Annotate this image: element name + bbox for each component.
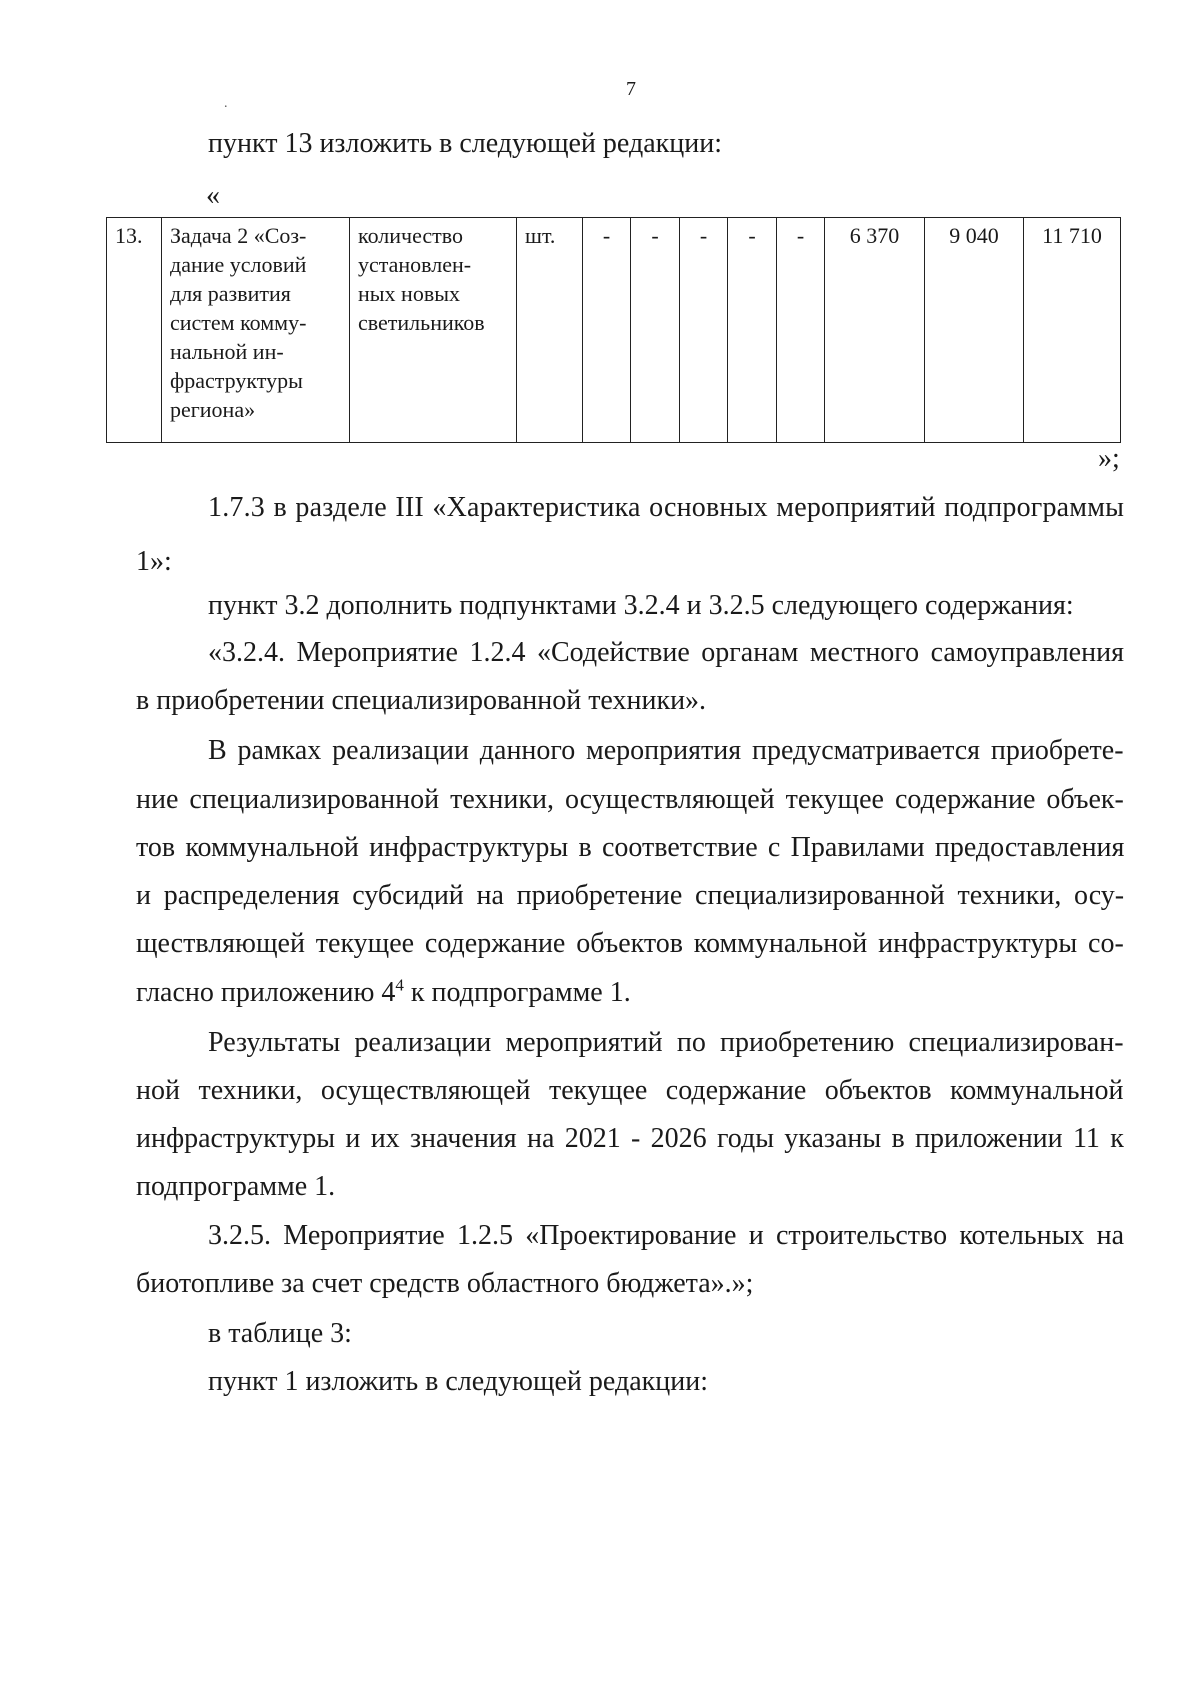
para-frame-text: гласно приложению 4 [136, 977, 396, 1008]
para-frame-line: В рамках реализации данного мероприятия предусматривается приобрете- [208, 735, 1124, 766]
table-row [107, 218, 1121, 443]
task-line: для развития [170, 281, 291, 306]
close-quote: »; [1098, 443, 1120, 474]
page-number: 7 [626, 78, 636, 100]
para-add-subitems: пункт 3.2 дополнить подпунктами 3.2.4 и 3.2.5 следующего содержания: [208, 590, 1074, 621]
para-324-line-1: «3.2.4. Мероприятие 1.2.4 «Содействие органам местного самоуправления [208, 637, 1124, 668]
indicator-line: светильников [358, 310, 485, 335]
year-value-dash: - [631, 218, 680, 443]
year-value-dash: - [777, 218, 825, 443]
task-line: Задача 2 «Соз- [170, 223, 307, 248]
year-value-dash: - [680, 218, 728, 443]
superscript: 4 [395, 975, 404, 995]
task-line: региона» [170, 397, 256, 422]
task-cell [162, 218, 350, 443]
para-324-line-2: в приобретении специализированной техники». [136, 685, 707, 716]
task-line: нальной ин- [170, 339, 284, 364]
para-325-line-2: биотопливе за счет средств областного бюджета».»; [136, 1268, 754, 1299]
heading-line-2: 1»: [136, 546, 172, 577]
para-results-line: подпрограмме 1. [136, 1171, 336, 1202]
year-value-dash: - [583, 218, 631, 443]
year-value: 6 370 [825, 218, 925, 443]
para-frame-line: ние специализированной техники, осуществляющей текущее содержание объек- [136, 784, 1124, 815]
year-value-dash: - [728, 218, 777, 443]
indicator-line: установлен- [358, 252, 472, 277]
open-quote: « [206, 180, 220, 211]
para-frame-line: тов коммунальной инфраструктуры в соответствие с Правилами предоставления [136, 832, 1125, 863]
para-frame-line: и распределения субсидий на приобретение специализированной техники, осу- [136, 880, 1125, 911]
indicator-line: ных новых [358, 281, 460, 306]
indicator-line: количество [358, 223, 464, 248]
para-results-line: ной техники, осуществляющей текущее содержание объектов коммунальной [136, 1075, 1124, 1106]
heading-line-1: 1.7.3 в разделе III «Характеристика основных мероприятий подпрограммы [208, 492, 1125, 523]
task-line: дание условий [170, 252, 307, 277]
para-results-line: Результаты реализации мероприятий по приобретению специализирован- [208, 1027, 1124, 1058]
year-value: 9 040 [925, 218, 1024, 443]
scan-speck: . [224, 96, 228, 111]
task-line: систем комму- [170, 310, 307, 335]
indicator-table [106, 217, 1120, 443]
para-frame-line-6 [136, 977, 631, 1009]
para-325-line-1: 3.2.5. Мероприятие 1.2.5 «Проектирование и строительство котельных на [208, 1220, 1125, 1251]
para-frame-text: к подпрограмме 1. [403, 977, 631, 1008]
para-frame-line: ществляющей текущее содержание объектов коммунальной инфраструктуры со- [136, 928, 1124, 959]
para-table3: в таблице 3: [208, 1318, 352, 1349]
intro-line: пункт 13 изложить в следующей редакции: [208, 128, 722, 159]
year-value: 11 710 [1024, 218, 1121, 443]
para-item1: пункт 1 изложить в следующей редакции: [208, 1366, 708, 1397]
task-line: фраструктуры [170, 368, 303, 393]
indicator-cell [350, 218, 517, 443]
row-number: 13. [107, 218, 162, 443]
unit-cell: шт. [517, 218, 583, 443]
para-results-line: инфраструктуры и их значения на 2021 - 2026 годы указаны в приложении 11 к [136, 1123, 1124, 1154]
